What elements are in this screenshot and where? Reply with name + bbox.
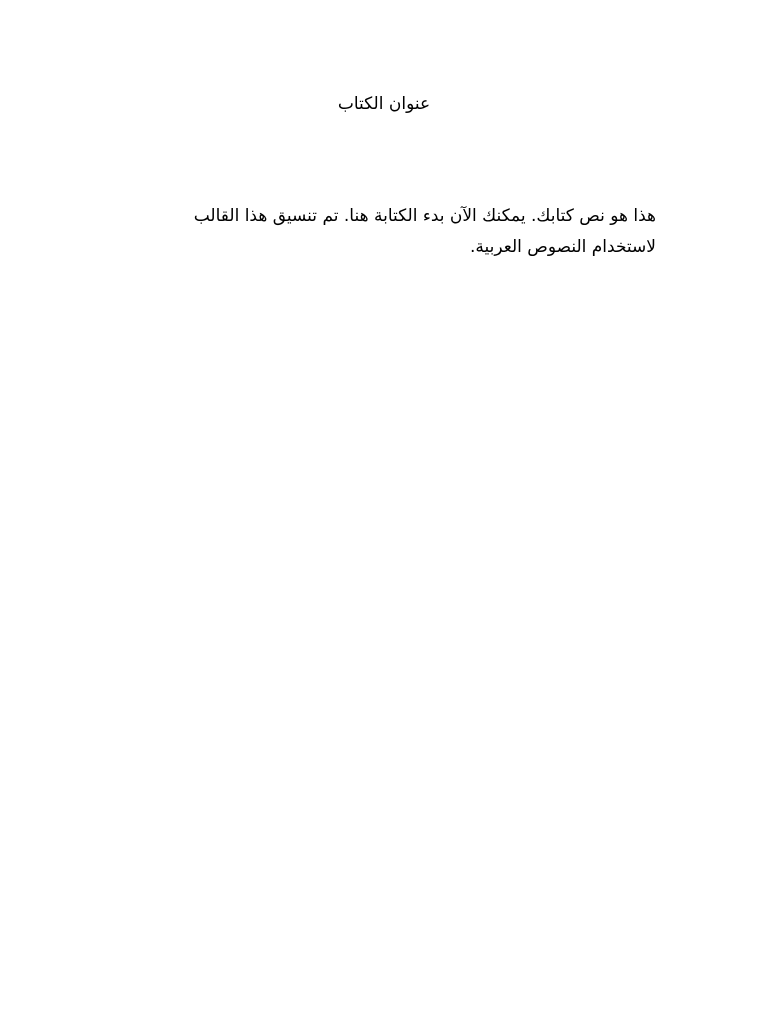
body-line-1: هذا هو نص كتابك. يمكنك الآن بدء الكتابة هنا. تم تنسيق هذا القالب <box>193 206 656 226</box>
body-line-2: لاستخدام النصوص العربية. <box>470 237 656 257</box>
book-title: عنوان الكتاب <box>337 94 431 114</box>
body-paragraph <box>96 201 656 263</box>
